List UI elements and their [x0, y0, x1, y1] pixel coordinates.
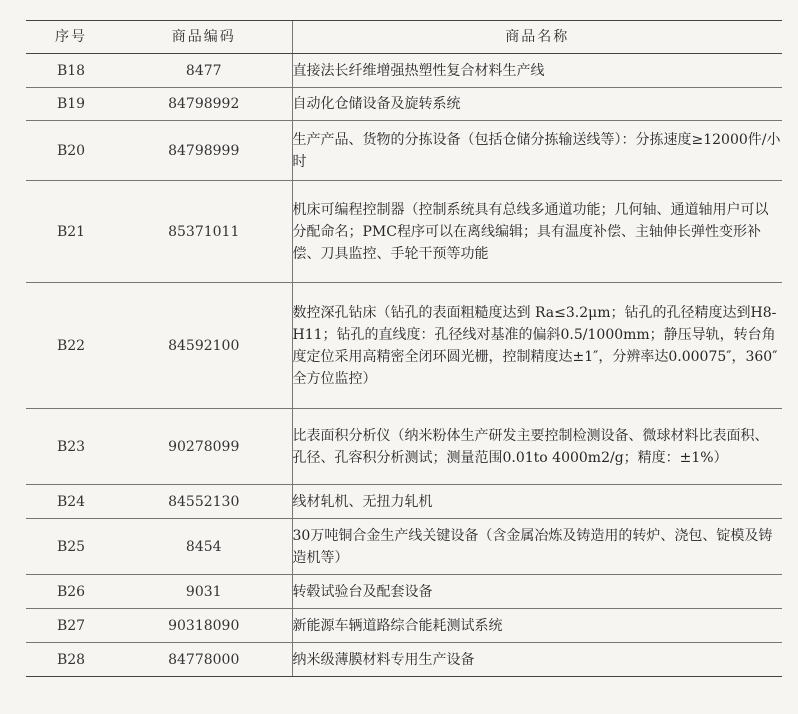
header-name: 商品名称 — [292, 21, 782, 54]
row-code: 84778000 — [116, 643, 292, 677]
row-serial: B25 — [26, 519, 116, 575]
table-row — [26, 54, 782, 88]
table-row — [26, 121, 782, 181]
row-serial: B27 — [26, 609, 116, 643]
header-code: 商品编码 — [116, 21, 292, 54]
table-row — [26, 181, 782, 283]
row-name: 直接法长纤维增强热塑性复合材料生产线 — [292, 54, 782, 88]
row-code: 84798999 — [116, 121, 292, 181]
row-serial: B20 — [26, 121, 116, 181]
row-serial: B28 — [26, 643, 116, 677]
goods-table — [26, 20, 782, 677]
table-row — [26, 409, 782, 485]
row-serial: B21 — [26, 181, 116, 283]
table-row — [26, 575, 782, 609]
table-row — [26, 485, 782, 519]
row-name: 新能源车辆道路综合能耗测试系统 — [292, 609, 782, 643]
row-code: 84592100 — [116, 283, 292, 409]
header-serial: 序号 — [26, 21, 116, 54]
row-code: 8454 — [116, 519, 292, 575]
row-code: 90318090 — [116, 609, 292, 643]
row-serial: B24 — [26, 485, 116, 519]
row-code: 84552130 — [116, 485, 292, 519]
row-code: 8477 — [116, 54, 292, 88]
table-row — [26, 88, 782, 121]
row-name: 转毂试验台及配套设备 — [292, 575, 782, 609]
row-name: 数控深孔钻床（钻孔的表面粗糙度达到 Ra≤3.2μm；钻孔的孔径精度达到H8-H11；钻孔的直线度：孔径线对基准的偏斜0.5/1000mm；静压导轨，转台角度定位采用高精密全闭环圆光栅，控制精度达±1″，分辨率达0.00075″，360″全方位监控） — [292, 283, 782, 409]
row-name: 30万吨铜合金生产线关键设备（含金属冶炼及铸造用的转炉、浇包、锭模及铸造机等） — [292, 519, 782, 575]
row-name: 机床可编程控制器（控制系统具有总线多通道功能；几何轴、通道轴用户可以分配命名；PMC程序可以在离线编辑；具有温度补偿、主轴伸长弹性变形补偿、刀具监控、手轮干预等功能 — [292, 181, 782, 283]
row-serial: B26 — [26, 575, 116, 609]
table-row — [26, 519, 782, 575]
row-code: 9031 — [116, 575, 292, 609]
row-serial: B23 — [26, 409, 116, 485]
row-name: 自动化仓储设备及旋转系统 — [292, 88, 782, 121]
row-code: 84798992 — [116, 88, 292, 121]
table-row — [26, 283, 782, 409]
row-code: 90278099 — [116, 409, 292, 485]
row-name: 线材轧机、无扭力轧机 — [292, 485, 782, 519]
row-serial: B22 — [26, 283, 116, 409]
row-name: 生产产品、货物的分拣设备（包括仓储分拣输送线等）：分拣速度≥12000件/小时 — [292, 121, 782, 181]
table-row — [26, 643, 782, 677]
row-serial: B19 — [26, 88, 116, 121]
row-name: 比表面积分析仪（纳米粉体生产研发主要控制检测设备、微球材料比表面积、孔径、孔容积分析测试；测量范围0.01to 4000m2/g；精度：±1%） — [292, 409, 782, 485]
table-header-row — [26, 21, 782, 54]
row-name: 纳米级薄膜材料专用生产设备 — [292, 643, 782, 677]
row-serial: B18 — [26, 54, 116, 88]
table-row — [26, 609, 782, 643]
row-code: 85371011 — [116, 181, 292, 283]
